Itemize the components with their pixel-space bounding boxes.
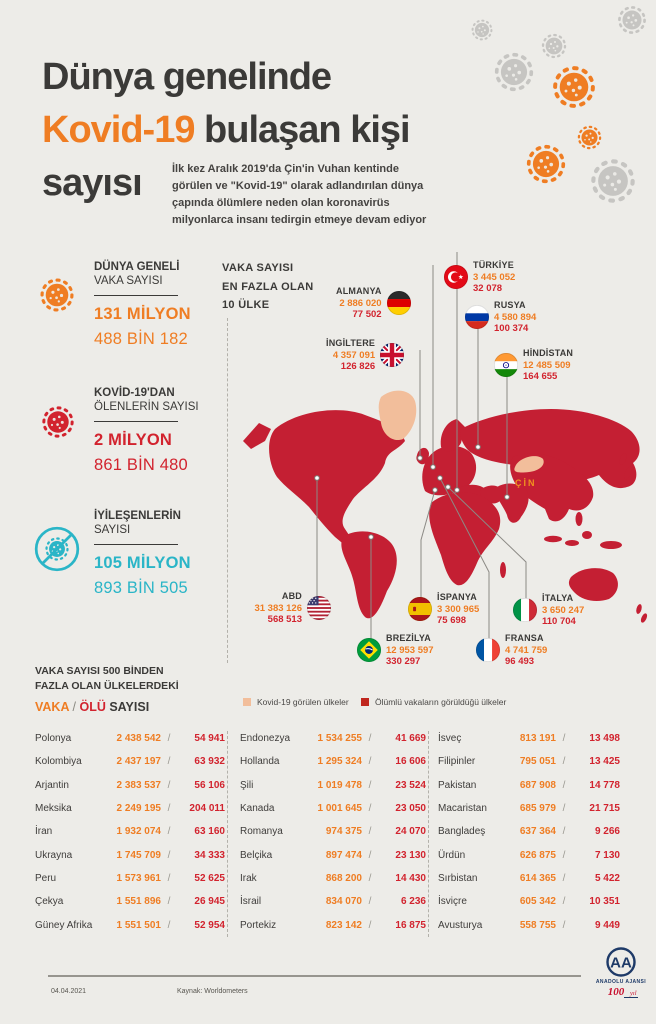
divider xyxy=(94,421,178,422)
row-deaths: 204 011 xyxy=(189,803,225,815)
row-cases: 897 474 xyxy=(325,849,362,861)
row-slash: / xyxy=(167,872,171,884)
row-cases: 974 375 xyxy=(325,826,362,838)
country-deaths: 77 502 xyxy=(352,309,382,320)
virus-icon xyxy=(576,124,603,151)
map-heading-line: 10 ÜLKE xyxy=(222,299,270,311)
table-row xyxy=(438,797,620,820)
table-row xyxy=(35,890,225,913)
country-name: FRANSA xyxy=(505,633,544,643)
stat-label: ÖLENLERİN SAYISI xyxy=(94,401,199,413)
table-row xyxy=(438,890,620,913)
row-cases: 1 745 709 xyxy=(116,849,161,861)
row-deaths: 14 778 xyxy=(589,779,620,791)
table-row xyxy=(35,774,225,797)
row-deaths: 5 422 xyxy=(594,872,620,884)
row-deaths: 6 236 xyxy=(400,896,426,908)
china-label: ÇİN xyxy=(515,478,537,488)
row-cases: 1 019 478 xyxy=(317,779,362,791)
table-row xyxy=(438,843,620,866)
virus-orange-icon xyxy=(38,276,76,314)
country-deaths: 568 513 xyxy=(267,614,302,625)
map-indonesia xyxy=(565,540,579,546)
footer-date: 04.04.2021 xyxy=(51,988,87,995)
flag-india-icon xyxy=(494,353,518,377)
callout-text xyxy=(473,260,515,295)
row-country: Pakistan xyxy=(438,779,477,791)
row-cases: 795 051 xyxy=(519,756,556,768)
row-cases: 1 534 255 xyxy=(317,733,362,745)
slash: / xyxy=(72,700,80,714)
row-deaths: 23 524 xyxy=(395,779,426,791)
table-row xyxy=(438,750,620,773)
row-country: Şili xyxy=(240,779,254,791)
callout-usa xyxy=(226,591,331,626)
table-row xyxy=(438,727,620,750)
agency-name: ANADOLU AJANSI xyxy=(595,979,647,985)
row-slash: / xyxy=(562,803,566,815)
row-cases: 685 979 xyxy=(519,803,556,815)
table-row xyxy=(438,913,620,936)
flag-russia-icon xyxy=(465,305,489,329)
row-cases: 1 551 896 xyxy=(116,896,161,908)
row-deaths: 9 266 xyxy=(594,826,620,838)
virus-icon xyxy=(540,32,568,60)
callout-india xyxy=(494,348,573,383)
title-line2: bulaşan kişi xyxy=(194,109,410,152)
table-row xyxy=(240,913,426,936)
stat-value: 861 BİN 480 xyxy=(94,456,188,474)
stat-label: KOVİD-19'DAN xyxy=(94,387,175,399)
intro-text: İlk kez Aralık 2019'da Çin'in Vuhan kentinde görülen ve "Kovid-19" olarak adlandırılan dünya çapında ölümlere neden olan koronavirüs milyonlarca insanı tedirgin etmeye devam ediyor xyxy=(172,163,427,226)
row-slash: / xyxy=(167,919,171,931)
row-country: Romanya xyxy=(240,826,283,838)
row-cases: 626 875 xyxy=(519,849,556,861)
row-country: Macaristan xyxy=(438,803,487,815)
row-cases: 868 200 xyxy=(325,872,362,884)
row-slash: / xyxy=(562,779,566,791)
row-cases: 1 551 501 xyxy=(116,919,161,931)
row-cases: 558 755 xyxy=(519,919,556,931)
table-column-1 xyxy=(35,727,225,937)
row-deaths: 52 954 xyxy=(194,919,225,931)
map-heading xyxy=(222,259,314,315)
row-country: Ukrayna xyxy=(35,849,73,861)
row-country: Hollanda xyxy=(240,756,280,768)
row-country: İsrail xyxy=(240,896,262,908)
table-row xyxy=(240,750,426,773)
country-deaths: 126 826 xyxy=(340,361,376,372)
row-cases: 813 191 xyxy=(519,733,556,745)
row-cases: 834 070 xyxy=(325,896,362,908)
map-alaska xyxy=(243,423,271,449)
row-slash: / xyxy=(368,733,372,745)
country-cases: 12 485 509 xyxy=(523,359,571,371)
table-heading-line: FAZLA OLAN ÜLKELERDEKİ xyxy=(35,680,179,692)
row-slash: / xyxy=(167,803,171,815)
olu-label: ÖLÜ xyxy=(79,700,106,714)
map-africa xyxy=(429,492,500,585)
row-cases: 1 001 645 xyxy=(317,803,362,815)
row-deaths: 13 498 xyxy=(589,733,620,745)
row-deaths: 63 160 xyxy=(194,826,225,838)
anadolu-ajansi-logo xyxy=(594,946,648,1012)
map-indonesia xyxy=(582,531,592,539)
row-slash: / xyxy=(167,826,171,838)
country-cases: 2 886 020 xyxy=(339,297,382,309)
row-cases: 1 932 074 xyxy=(116,826,161,838)
table-row xyxy=(240,727,426,750)
row-country: Kolombiya xyxy=(35,756,82,768)
logo-underline xyxy=(624,997,638,998)
row-cases: 2 249 195 xyxy=(116,803,161,815)
table-column-3 xyxy=(438,727,620,937)
row-slash: / xyxy=(368,872,372,884)
flag-turkey-icon xyxy=(444,265,468,289)
country-name: ALMANYA xyxy=(336,286,382,296)
row-country: Belçika xyxy=(240,849,273,861)
row-country: Bangladeş xyxy=(438,826,486,838)
flag-italy-icon xyxy=(513,598,537,622)
row-deaths: 23 130 xyxy=(395,849,426,861)
country-name: İNGİLTERE xyxy=(326,338,376,348)
map-madagascar xyxy=(500,562,506,578)
title-highlight: Kovid-19 xyxy=(42,109,195,152)
row-slash: / xyxy=(167,779,171,791)
callout-text xyxy=(494,300,536,335)
row-slash: / xyxy=(562,919,566,931)
row-deaths: 21 715 xyxy=(589,803,620,815)
title-line1: Dünya genelinde xyxy=(42,56,332,99)
anniversary-suffix: yıl xyxy=(630,990,637,997)
stat-value: 131 MİLYON xyxy=(94,305,191,323)
row-slash: / xyxy=(562,872,566,884)
table-row xyxy=(35,913,225,936)
flag-usa-icon xyxy=(307,596,331,620)
table-row xyxy=(240,797,426,820)
virus-icon xyxy=(616,4,648,36)
country-cases: 3 445 052 xyxy=(473,271,516,283)
row-slash: / xyxy=(562,756,566,768)
row-cases: 687 908 xyxy=(519,779,556,791)
country-name: İTALYA xyxy=(542,593,574,603)
map-new-zealand xyxy=(640,612,649,623)
row-cases: 2 438 542 xyxy=(116,733,161,745)
country-name: RUSYA xyxy=(494,300,526,310)
row-slash: / xyxy=(167,733,171,745)
row-deaths: 26 945 xyxy=(194,896,225,908)
row-country: Meksika xyxy=(35,803,72,815)
legend-label: Kovid-19 görülen ülkeler xyxy=(257,697,349,707)
row-deaths: 56 106 xyxy=(194,779,225,791)
table-row xyxy=(35,797,225,820)
country-name: HİNDİSTAN xyxy=(523,348,574,358)
country-cases: 12 953 597 xyxy=(386,644,434,656)
row-country: Arjantin xyxy=(35,779,69,791)
country-cases: 4 357 091 xyxy=(332,349,376,361)
table-heading xyxy=(35,664,179,694)
row-slash: / xyxy=(368,803,372,815)
virus-icon xyxy=(588,156,638,206)
table-row xyxy=(240,774,426,797)
table-row xyxy=(35,843,225,866)
flag-uk-icon xyxy=(380,343,404,367)
country-deaths: 330 297 xyxy=(386,656,421,667)
divider xyxy=(94,544,178,545)
table-row xyxy=(35,867,225,890)
callout-text xyxy=(226,591,302,626)
row-cases: 2 383 537 xyxy=(116,779,161,791)
table-row xyxy=(35,820,225,843)
row-country: Avusturya xyxy=(438,919,483,931)
footer-source: Kaynak: Worldometers xyxy=(177,988,248,995)
country-deaths: 32 078 xyxy=(473,283,503,294)
legend-swatch-cases xyxy=(243,698,251,706)
stat-value: 2 MİLYON xyxy=(94,431,173,449)
logo-monogram: AA xyxy=(610,954,632,972)
row-country: Kanada xyxy=(240,803,275,815)
country-name: İSPANYA xyxy=(437,592,477,602)
vaka-label: VAKA xyxy=(35,700,70,714)
virus-icon xyxy=(492,50,536,94)
row-country: Polonya xyxy=(35,733,72,745)
row-slash: / xyxy=(368,756,372,768)
country-cases: 3 300 965 xyxy=(437,603,480,615)
row-slash: / xyxy=(368,896,372,908)
row-country: Irak xyxy=(240,872,257,884)
divider xyxy=(227,731,228,937)
row-slash: / xyxy=(562,733,566,745)
table-column-2 xyxy=(240,727,426,937)
callout-text xyxy=(523,348,573,383)
stat-value: 893 BİN 505 xyxy=(94,579,188,597)
row-cases: 1 573 961 xyxy=(116,872,161,884)
stat-label: İYİLEŞENLERİN xyxy=(94,510,181,522)
row-cases: 1 295 324 xyxy=(317,756,362,768)
row-slash: / xyxy=(562,849,566,861)
country-cases: 4 580 894 xyxy=(494,311,537,323)
virus-icon xyxy=(470,18,494,42)
callout-text xyxy=(336,286,382,321)
country-deaths: 75 698 xyxy=(437,615,467,626)
row-deaths: 9 449 xyxy=(594,919,620,931)
table-heading-line: VAKA SAYISI 500 BİNDEN xyxy=(35,665,164,677)
row-deaths: 23 050 xyxy=(395,803,426,815)
row-slash: / xyxy=(167,756,171,768)
stat-label: SAYISI xyxy=(94,524,131,536)
callout-uk xyxy=(326,338,404,373)
callout-brazil xyxy=(357,633,434,668)
row-country: İsveç xyxy=(438,733,462,745)
country-deaths: 110 704 xyxy=(542,616,576,627)
row-country: Portekiz xyxy=(240,919,277,931)
map-new-guinea xyxy=(600,541,622,549)
legend-label: Ölümlü vakaların görüldüğü ülkeler xyxy=(375,697,507,707)
row-slash: / xyxy=(368,849,372,861)
legend-cases xyxy=(243,697,349,707)
row-deaths: 13 425 xyxy=(589,756,620,768)
flag-france-icon xyxy=(476,638,500,662)
flag-brazil-icon xyxy=(357,638,381,662)
callout-text xyxy=(386,633,434,668)
row-deaths: 7 130 xyxy=(594,849,620,861)
stat-recovered xyxy=(94,509,224,598)
callout-spain xyxy=(408,592,479,627)
stat-deaths xyxy=(94,386,224,475)
map-philippines xyxy=(576,512,583,526)
row-slash: / xyxy=(368,919,372,931)
stat-label: DÜNYA GENELİ xyxy=(94,261,180,273)
row-country: İran xyxy=(35,826,53,838)
country-deaths: 100 374 xyxy=(494,323,529,334)
title-line3: sayısı xyxy=(42,162,142,205)
callout-text xyxy=(505,633,547,668)
table-row xyxy=(438,867,620,890)
country-deaths: 96 493 xyxy=(505,656,535,667)
row-slash: / xyxy=(562,896,566,908)
country-cases: 31 383 126 xyxy=(254,602,302,614)
callout-germany xyxy=(336,286,411,321)
virus-recovered-icon xyxy=(34,526,80,572)
country-name: BREZİLYA xyxy=(386,633,431,643)
callout-russia xyxy=(465,300,536,335)
table-row xyxy=(438,820,620,843)
row-cases: 823 142 xyxy=(325,919,362,931)
divider xyxy=(94,295,178,296)
map-south-america xyxy=(341,531,396,618)
row-deaths: 16 875 xyxy=(395,919,426,931)
row-cases: 2 437 197 xyxy=(116,756,161,768)
row-country: Ürdün xyxy=(438,849,466,861)
stat-value: 105 MİLYON xyxy=(94,554,191,572)
table-subheading xyxy=(35,700,149,714)
row-deaths: 41 669 xyxy=(395,733,426,745)
row-country: Endonezya xyxy=(240,733,291,745)
virus-red-icon xyxy=(40,404,76,440)
country-cases: 4 741 759 xyxy=(505,644,548,656)
flag-germany-icon xyxy=(387,291,411,315)
virus-icon xyxy=(550,63,598,111)
map-heading-line: VAKA SAYISI xyxy=(222,262,294,274)
legend-swatch-deaths xyxy=(361,698,369,706)
legend-deaths xyxy=(361,697,506,707)
table-row xyxy=(240,867,426,890)
map-heading-line: EN FAZLA OLAN xyxy=(222,280,314,293)
stat-value: 488 BİN 182 xyxy=(94,330,188,348)
row-country: Filipinler xyxy=(438,756,476,768)
sayisi-label: SAYISI xyxy=(109,700,150,714)
callout-italy xyxy=(513,593,584,628)
row-slash: / xyxy=(167,849,171,861)
divider xyxy=(428,731,429,937)
row-deaths: 52 625 xyxy=(194,872,225,884)
map-indonesia xyxy=(544,536,562,542)
callout-text xyxy=(326,338,375,373)
row-deaths: 24 070 xyxy=(395,826,426,838)
country-name: TÜRKİYE xyxy=(473,260,514,270)
table-row xyxy=(35,727,225,750)
table-row xyxy=(240,820,426,843)
callout-text xyxy=(437,592,479,627)
country-cases: 3 650 247 xyxy=(542,604,585,616)
row-country: İsviçre xyxy=(438,896,467,908)
row-deaths: 10 351 xyxy=(589,896,620,908)
row-cases: 637 364 xyxy=(519,826,556,838)
row-cases: 605 342 xyxy=(519,896,556,908)
flag-spain-icon xyxy=(408,597,432,621)
row-deaths: 63 932 xyxy=(194,756,225,768)
row-deaths: 14 430 xyxy=(395,872,426,884)
map-new-zealand xyxy=(635,604,642,615)
row-country: Sırbistan xyxy=(438,872,478,884)
table-row xyxy=(438,774,620,797)
row-slash: / xyxy=(562,826,566,838)
country-name: ABD xyxy=(281,591,302,601)
virus-icon xyxy=(524,142,568,186)
table-row xyxy=(240,843,426,866)
row-country: Peru xyxy=(35,872,57,884)
row-country: Güney Afrika xyxy=(35,919,93,931)
country-deaths: 164 655 xyxy=(523,371,558,382)
stat-total-cases xyxy=(94,260,224,349)
row-slash: / xyxy=(368,826,372,838)
row-cases: 614 365 xyxy=(519,872,556,884)
callout-turkey xyxy=(444,260,515,295)
row-slash: / xyxy=(167,896,171,908)
callout-france xyxy=(476,633,547,668)
row-country: Çekya xyxy=(35,896,64,908)
footer-divider xyxy=(48,975,581,977)
table-row xyxy=(240,890,426,913)
row-deaths: 34 333 xyxy=(194,849,225,861)
table-row xyxy=(35,750,225,773)
row-deaths: 54 941 xyxy=(194,733,225,745)
row-slash: / xyxy=(368,779,372,791)
anniversary-number: 100 xyxy=(607,986,625,998)
callout-text xyxy=(542,593,584,628)
stat-label: VAKA SAYISI xyxy=(94,275,163,287)
row-deaths: 16 606 xyxy=(395,756,426,768)
